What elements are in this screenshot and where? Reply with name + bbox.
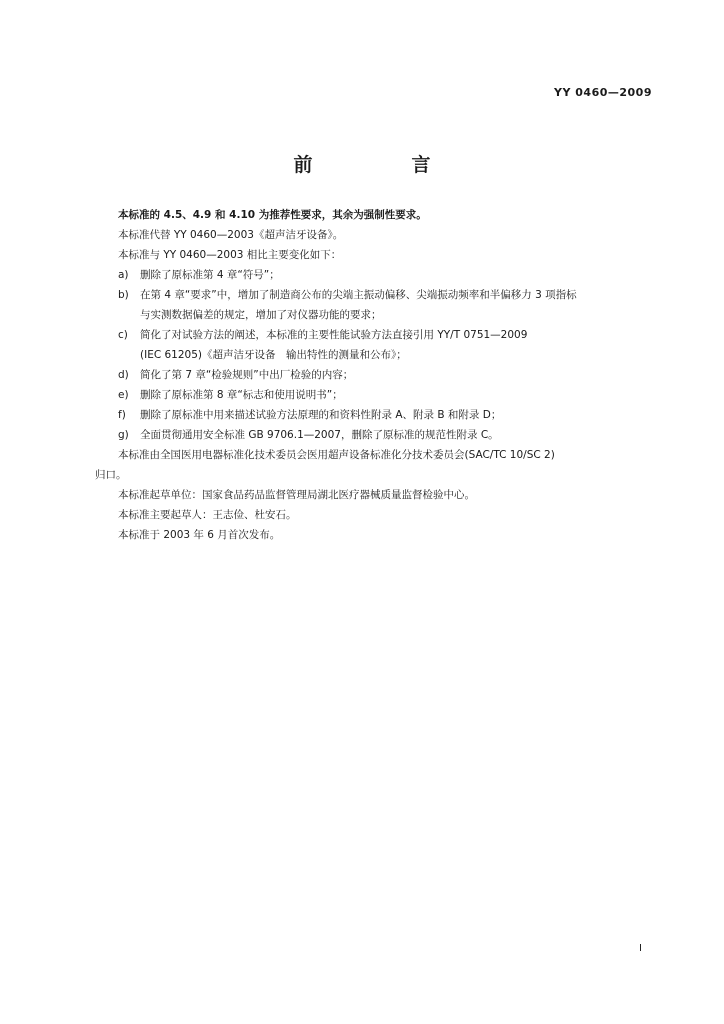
paragraph-changes-intro: 本标准与 YY 0460—2003 相比主要变化如下： (118, 249, 342, 261)
list-text: 删除了原标准第 4 章“符号”； (140, 269, 280, 281)
list-marker: a) (118, 269, 129, 281)
list-marker: g) (118, 429, 129, 441)
list-item (118, 408, 655, 422)
list-marker: d) (118, 369, 129, 381)
paragraph-responsible-body: 本标准由全国医用电器标准化技术委员会医用超声设备标准化分技术委员会(SAC/TC 10/SC 2) (118, 449, 555, 461)
paragraph-drafting-unit: 本标准起草单位：国家食品药品监督管理局湖北医疗器械质量监督检验中心。 (118, 489, 475, 501)
list-text-continuation: 与实测数据偏差的规定，增加了对仪器功能的要求； (140, 309, 382, 321)
list-item (118, 268, 655, 282)
list-marker: e) (118, 389, 129, 401)
paragraph-responsible-body-continuation: 归口。 (95, 469, 127, 481)
standard-code: YY 0460—2009 (554, 86, 652, 99)
list-text: 简化了对试验方法的阐述，本标准的主要性能试验方法直接引用 YY/T 0751—2009 (140, 329, 528, 341)
paragraph-drafters: 本标准主要起草人：王志俭、杜安石。 (118, 509, 297, 521)
paragraph-replaces: 本标准代替 YY 0460—2003《超声洁牙设备》。 (118, 229, 344, 241)
list-text-continuation: (IEC 61205)《超声洁牙设备 输出特性的测量和公布》； (140, 349, 407, 361)
page-number: I (639, 943, 642, 954)
list-text: 删除了原标准中用来描述试验方法原理的和资料性附录 A、附录 B 和附录 D； (140, 409, 502, 421)
list-item (118, 288, 655, 322)
paragraph-recommended-requirements: 本标准的 4.5、4.9 和 4.10 为推荐性要求，其余为强制性要求。 (118, 209, 427, 221)
list-item (118, 328, 655, 362)
list-text: 简化了第 7 章“检验规则”中出厂检验的内容； (140, 369, 354, 381)
paragraph-first-issue: 本标准于 2003 年 6 月首次发布。 (118, 529, 281, 541)
list-text: 在第 4 章“要求”中，增加了制造商公布的尖端主振动偏移、尖端振动频率和半偏移力 3 项指标 (140, 289, 577, 301)
list-item (118, 428, 655, 442)
list-text: 删除了原标准第 8 章“标志和使用说明书”； (140, 389, 343, 401)
list-marker: f) (118, 409, 126, 421)
list-marker: b) (118, 289, 129, 301)
list-item (118, 368, 655, 382)
list-item (118, 388, 655, 402)
list-marker: c) (118, 329, 128, 341)
list-text: 全面贯彻通用安全标准 GB 9706.1—2007，删除了原标准的规范性附录 C。 (140, 429, 499, 441)
page-title: 前 言 (293, 154, 471, 176)
